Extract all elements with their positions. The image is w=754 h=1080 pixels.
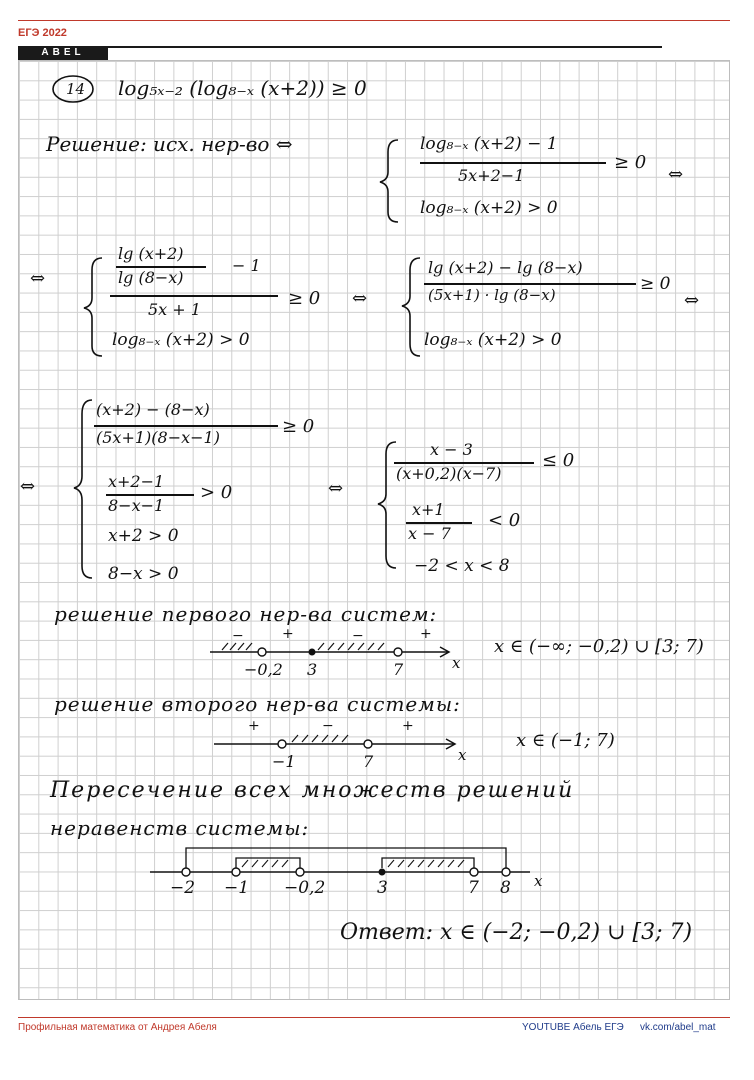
first-axis-label: x <box>452 654 461 672</box>
s4-cond2-relation: > 0 <box>200 482 233 503</box>
open-point-8 <box>502 868 510 876</box>
s1-numerator: log₈₋ₓ (x+2) − 1 <box>420 134 558 154</box>
s1-condition-2: log₈₋ₓ (x+2) > 0 <box>420 198 558 218</box>
s4-numerator: (x+2) − (8−x) <box>96 400 210 419</box>
solution-intro: Решение: исх. нер-во ⇔ <box>46 132 293 156</box>
s4-cond2-numerator: x+2−1 <box>108 472 165 491</box>
s1-denominator: 5x+2−1 <box>458 166 525 185</box>
footer-vk: vk.com/abel_mat <box>640 1022 716 1033</box>
intersection-tick-8: 8 <box>500 878 511 898</box>
open-point-minus02c <box>296 868 304 876</box>
first-sign-minus-1: − <box>232 628 244 644</box>
first-tick-3: 3 <box>307 660 318 679</box>
s2-minus-one: − 1 <box>232 256 261 275</box>
first-heading: решение первого нер-ва систем: <box>54 602 438 626</box>
s2-fraction-bar <box>110 295 278 297</box>
system-brace-4 <box>74 400 92 578</box>
s4-denominator: (5x+1)(8−x−1) <box>96 428 220 447</box>
intersection-heading-2: неравенств системы: <box>50 816 310 840</box>
second-heading: решение второго нер-ва системы: <box>54 692 461 716</box>
problem-number: 14 <box>66 80 86 98</box>
intersection-axis-label: x <box>534 872 543 890</box>
open-point-7b <box>364 740 372 748</box>
s3-condition-2: log₈₋ₓ (x+2) > 0 <box>424 330 562 350</box>
s4-condition-4: 8−x > 0 <box>108 564 179 584</box>
open-point-7 <box>394 648 402 656</box>
s1-fraction-bar <box>420 162 606 164</box>
system-brace-5 <box>378 442 396 568</box>
intersection-heading-1: Пересечение всех множеств решений <box>50 778 575 803</box>
intersection-tick-minus1: −1 <box>224 878 250 898</box>
second-sign-plus-1: + <box>248 718 260 734</box>
second-axis-label: x <box>458 746 467 764</box>
open-point-minus1c <box>232 868 240 876</box>
problem-inequality: log₅ₓ₋₂ (log₈₋ₓ (x+2)) ≥ 0 <box>118 76 367 100</box>
open-point-minus02 <box>258 648 266 656</box>
first-tick-minus02: −0,2 <box>244 660 283 679</box>
s5-denominator: (x+0,2)(x−7) <box>396 464 502 483</box>
s5-cond2-denominator: x − 7 <box>408 524 451 543</box>
second-sign-plus-2: + <box>402 718 414 734</box>
s3-fraction-bar <box>424 283 636 285</box>
s5-cond2-numerator: x+1 <box>412 500 445 519</box>
s5-condition-3: −2 < x < 8 <box>414 556 510 576</box>
s3-denominator: (5x+1) · lg (8−x) <box>428 286 556 304</box>
open-point-7c <box>470 868 478 876</box>
s2-top-denominator: lg (8−x) <box>118 268 184 287</box>
s5-relation: ≤ 0 <box>542 450 575 471</box>
s5-cond2-relation: < 0 <box>488 510 521 531</box>
s4-relation: ≥ 0 <box>282 416 315 437</box>
s3-numerator: lg (x+2) − lg (8−x) <box>428 258 583 277</box>
s5-numerator: x − 3 <box>430 440 473 459</box>
answer: Ответ: x ∈ (−2; −0,2) ∪ [3; 7) <box>340 920 693 945</box>
intersection-tick-7: 7 <box>468 878 479 898</box>
filled-point-3 <box>309 649 316 656</box>
equiv-3: ⇔ <box>352 288 368 309</box>
intersection-tick-minus02: −0,2 <box>284 878 326 898</box>
hatch-3 <box>242 860 464 867</box>
footer-author: Профильная математика от Андрея Абеля <box>18 1022 217 1033</box>
s2-relation: ≥ 0 <box>288 288 321 309</box>
intersection-tick-minus2: −2 <box>170 878 196 898</box>
s1-relation: ≥ 0 <box>614 152 647 173</box>
s3-relation: ≥ 0 <box>640 274 671 294</box>
equiv-2: ⇔ <box>30 268 46 289</box>
second-tick-minus1: −1 <box>272 752 296 771</box>
filled-point-3c <box>379 869 386 876</box>
s2-condition-2: log₈₋ₓ (x+2) > 0 <box>112 330 250 350</box>
system-brace-3 <box>402 258 420 356</box>
s4-fraction-bar <box>94 425 278 427</box>
first-tick-7: 7 <box>393 660 404 679</box>
system-brace-1 <box>380 140 398 222</box>
s2-denominator: 5x + 1 <box>148 300 201 319</box>
brand-logo: ABEL <box>18 46 108 60</box>
second-result: x ∈ (−1; 7) <box>516 730 615 751</box>
open-point-minus1 <box>278 740 286 748</box>
intersection-tick-3: 3 <box>377 878 388 898</box>
footer-youtube: YOUTUBE Абель ЕГЭ <box>522 1022 624 1033</box>
open-point-minus2 <box>182 868 190 876</box>
s4-condition-3: x+2 > 0 <box>108 526 179 546</box>
second-sign-minus: − <box>322 718 334 734</box>
s2-top: lg (x+2) <box>118 244 184 263</box>
system-brace-2 <box>84 258 102 356</box>
first-sign-plus-2: + <box>420 626 432 642</box>
equiv-6: ⇔ <box>328 478 344 499</box>
equiv-4: ⇔ <box>684 290 700 311</box>
exam-label: ЕГЭ 2022 <box>18 27 67 39</box>
equiv-1: ⇔ <box>668 164 684 185</box>
s4-cond2-denominator: 8−x−1 <box>108 496 165 515</box>
second-tick-7: 7 <box>363 752 374 771</box>
first-result: x ∈ (−∞; −0,2) ∪ [3; 7) <box>494 636 704 657</box>
hatch-1 <box>222 643 384 650</box>
first-sign-plus-1: + <box>282 626 294 642</box>
footer-rule <box>18 1017 730 1018</box>
first-sign-minus-2: − <box>352 628 364 644</box>
hatch-2 <box>292 735 348 742</box>
equiv-5: ⇔ <box>20 476 36 497</box>
